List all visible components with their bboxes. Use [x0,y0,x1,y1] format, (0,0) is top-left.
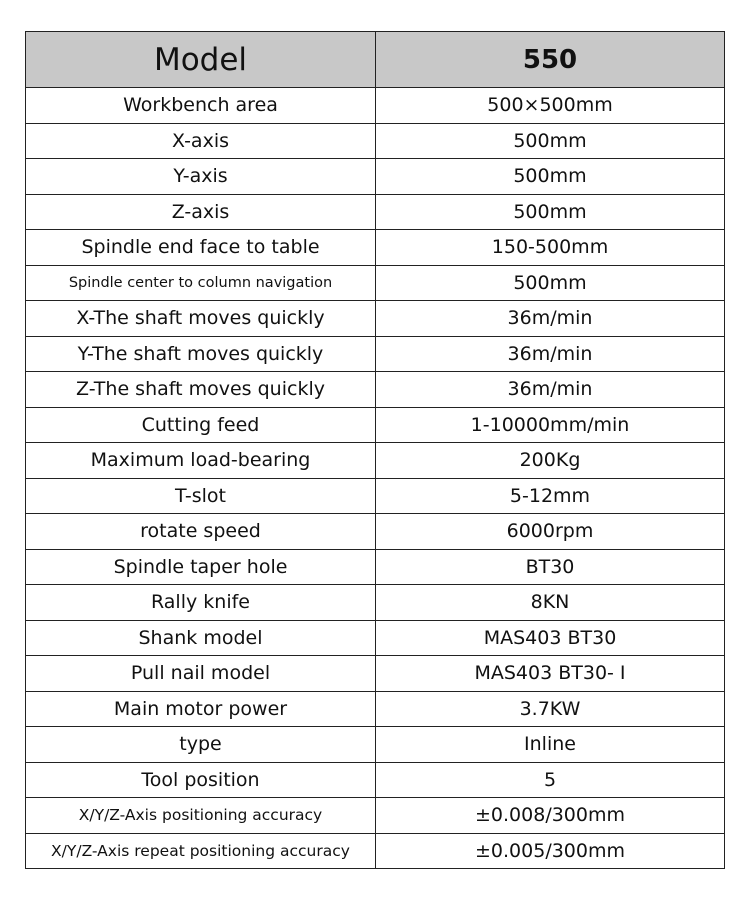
table-row [26,443,725,479]
param-cell: Maximum load-bearing [26,443,376,479]
value-cell: 8KN [376,585,725,621]
value-cell: 500mm [376,265,725,301]
value-cell: ±0.005/300mm [376,833,725,869]
table-row [26,762,725,798]
value-cell: 5 [376,762,725,798]
param-cell: Pull nail model [26,656,376,692]
param-cell: X-The shaft moves quickly [26,301,376,337]
param-cell: Main motor power [26,691,376,727]
value-cell: 500mm [376,194,725,230]
param-cell: X-axis [26,123,376,159]
param-cell: Y-axis [26,159,376,195]
value-cell: 500mm [376,159,725,195]
param-cell: X/Y/Z-Axis repeat positioning accuracy [26,833,376,869]
table-row [26,407,725,443]
table-row [26,230,725,266]
table-row [26,478,725,514]
value-cell: BT30 [376,549,725,585]
table-row [26,656,725,692]
table-row [26,372,725,408]
table-row [26,88,725,124]
param-cell: Z-axis [26,194,376,230]
value-cell: MAS403 BT30- I [376,656,725,692]
table-row [26,301,725,337]
table-row [26,123,725,159]
value-cell: 200Kg [376,443,725,479]
param-cell: Spindle taper hole [26,549,376,585]
value-cell: 1-10000mm/min [376,407,725,443]
param-cell: type [26,727,376,763]
table-row [26,194,725,230]
spec-table-body [26,88,725,869]
spec-table [25,31,725,869]
param-cell: X/Y/Z-Axis positioning accuracy [26,798,376,834]
header-model-value: 550 [376,32,725,88]
param-cell: Shank model [26,620,376,656]
table-row [26,514,725,550]
table-row [26,727,725,763]
table-row [26,620,725,656]
value-cell: 36m/min [376,301,725,337]
table-row [26,691,725,727]
param-cell: Tool position [26,762,376,798]
param-cell: Rally knife [26,585,376,621]
param-cell: Workbench area [26,88,376,124]
value-cell: 36m/min [376,372,725,408]
param-cell: Cutting feed [26,407,376,443]
header-row [26,32,725,88]
value-cell: Inline [376,727,725,763]
header-param-label: Model [26,32,376,88]
value-cell: ±0.008/300mm [376,798,725,834]
table-row [26,265,725,301]
table-row [26,336,725,372]
table-row [26,549,725,585]
param-cell: Spindle end face to table [26,230,376,266]
param-cell: Z-The shaft moves quickly [26,372,376,408]
value-cell: 500×500mm [376,88,725,124]
value-cell: MAS403 BT30 [376,620,725,656]
table-row [26,833,725,869]
value-cell: 36m/min [376,336,725,372]
table-row [26,798,725,834]
value-cell: 5-12mm [376,478,725,514]
value-cell: 3.7KW [376,691,725,727]
value-cell: 150-500mm [376,230,725,266]
table-row [26,159,725,195]
table-row [26,585,725,621]
param-cell: Y-The shaft moves quickly [26,336,376,372]
param-cell: T-slot [26,478,376,514]
value-cell: 6000rpm [376,514,725,550]
param-cell: Spindle center to column navigation [26,265,376,301]
value-cell: 500mm [376,123,725,159]
spec-table-header [26,32,725,88]
param-cell: rotate speed [26,514,376,550]
